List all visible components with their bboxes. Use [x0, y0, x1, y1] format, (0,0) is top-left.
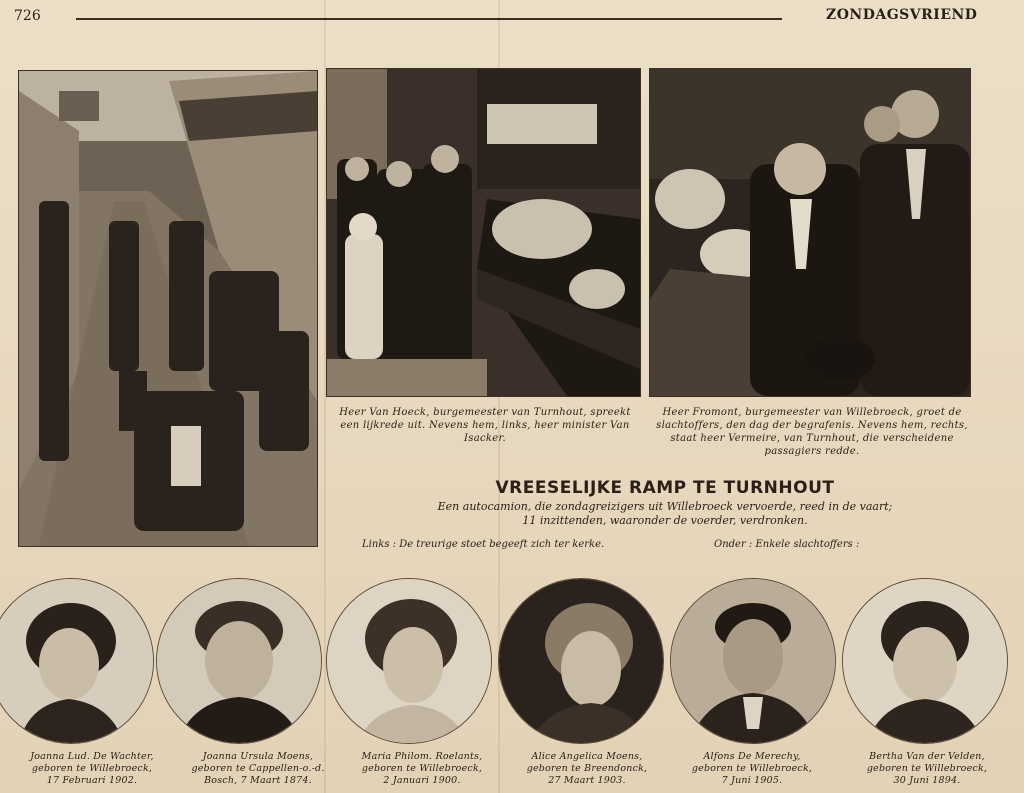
label-left: Links : De treurige stoet begeeft zich ter kerke. [362, 539, 605, 550]
page-number: 726 [14, 8, 41, 24]
portrait-victim-5 [670, 578, 836, 744]
header-rule [76, 18, 782, 20]
label-below: Onder : Enkele slachtoffers : [714, 539, 860, 550]
photo-street-procession [18, 70, 318, 547]
victim-caption: Joanna Ursula Moens, geboren te Cappellen-o.-d. Bosch, 7 Maart 1874. [191, 751, 325, 786]
victim-caption: Alfons De Merechy, geboren te Willebroeck, 7 Juni 1905. [691, 751, 813, 786]
portrait-victim-1 [0, 578, 154, 744]
portrait-victim-6 [842, 578, 1008, 744]
victim-caption: Bertha Van der Velden, geboren te Willebroeck, 30 Juni 1894. [866, 751, 988, 786]
victim-caption: Alice Angelica Moens, geboren te Breendonck, 27 Maart 1903. [526, 751, 648, 786]
masthead: ZONDAGSVRIEND [826, 7, 978, 23]
caption-mourners: Heer Fromont, burgemeester van Willebroeck, groet de slachtoffers, den dag der begrafenis. Nevens hem, rechts, staat heer Vermeire, van Turnhout, die verscheidene passagiers redde. [656, 407, 968, 457]
victim-caption: Joanna Lud. De Wachter, geboren te Willebroeck, 17 Februari 1902. [30, 751, 154, 786]
caption-speech: Heer Van Hoeck, burgemeester van Turnhout, spreekt een lijkrede uit. Nevens hem, links, heer minister Van Isacker. [339, 407, 631, 444]
subhead-line-2: 11 inzittenden, waaronder de voerder, verdronken. [522, 514, 808, 527]
portrait-victim-4 [498, 578, 664, 744]
victim-caption: Maria Philom. Roelants, geboren te Willebroeck, 2 Januari 1900. [361, 751, 483, 786]
photo-speech [326, 68, 641, 397]
article-subhead [330, 500, 1000, 528]
photo-mourners [649, 68, 971, 397]
article-headline: VREESELIJKE RAMP TE TURNHOUT [495, 478, 835, 498]
subhead-line-1: Een autocamion, die zondagreizigers uit Willebroeck vervoerde, reed in de vaart; [437, 500, 893, 513]
portrait-victim-2 [156, 578, 322, 744]
portrait-victim-3 [326, 578, 492, 744]
